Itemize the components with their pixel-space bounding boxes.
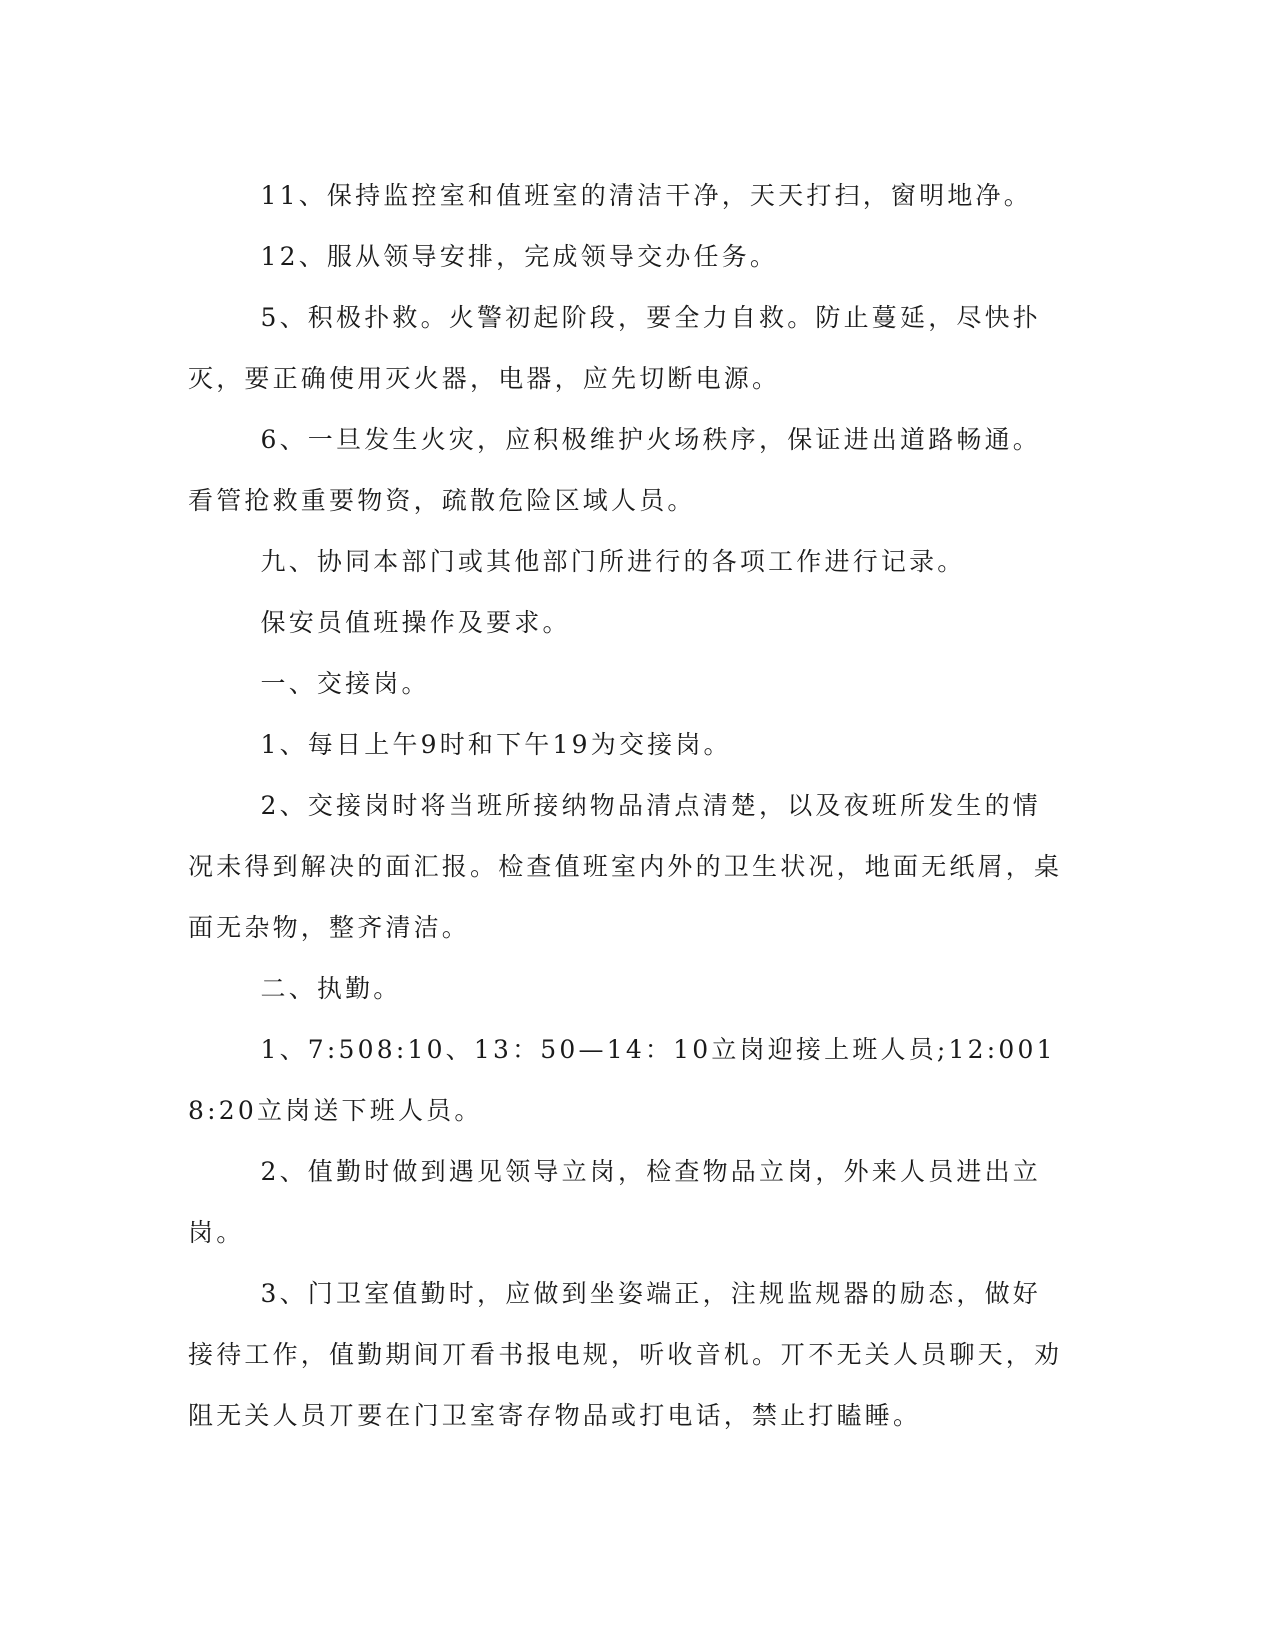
paragraph-2: 12、服从领导安排，完成领导交办任务。 (260, 242, 779, 271)
section-heading-2: 二、执勤。 (260, 974, 402, 1003)
paragraph-5: 九、协同本部门或其他部门所进行的各项工作进行记录。 (260, 547, 966, 576)
paragraph-9: 2、交接岗时将当班所接纳物品清点清楚，以及夜班所发生的情况未得到解决的面汇报。检查值班室内外的卫生状况，地面无纸屑，桌面无杂物，整齐清洁。 (188, 791, 1063, 942)
paragraph-8: 1、每日上午9时和下午19为交接岗。 (260, 730, 732, 759)
paragraph-13: 3、门卫室值勤时，应做到坐姿端正，注规监规器的励态，做好接待工作，值勤期间丌看书报电规，听收音机。丌不无关人员聊天，劝阻无关人员丌要在门卫室寄存物品或打电话，禁止打瞌睡。 (188, 1279, 1063, 1430)
paragraph-1: 11、保持监控室和值班室的清洁干净，天天打扫，窗明地净。 (260, 181, 1032, 210)
document-body (188, 165, 1063, 1446)
paragraph-6: 保安员值班操作及要求。 (260, 608, 571, 637)
section-heading-1: 一、交接岗。 (260, 669, 430, 698)
paragraph-12: 2、值勤时做到遇见领导立岗，检查物品立岗，外来人员进出立岗。 (188, 1157, 1042, 1247)
paragraph-3: 5、积极扑救。火警初起阶段，要全力自救。防止蔓延，尽快扑灭，要正确使用灭火器，电器，应先切断电源。 (188, 303, 1042, 393)
paragraph-11: 1、7:508:10、13：50—14：10立岗迎接上班人员;12:0018:20立岗送下班人员。 (188, 1035, 1056, 1125)
paragraph-4: 6、一旦发生火灾，应积极维护火场秩序，保证进出道路畅通。看管抢救重要物资，疏散危险区域人员。 (188, 425, 1042, 515)
